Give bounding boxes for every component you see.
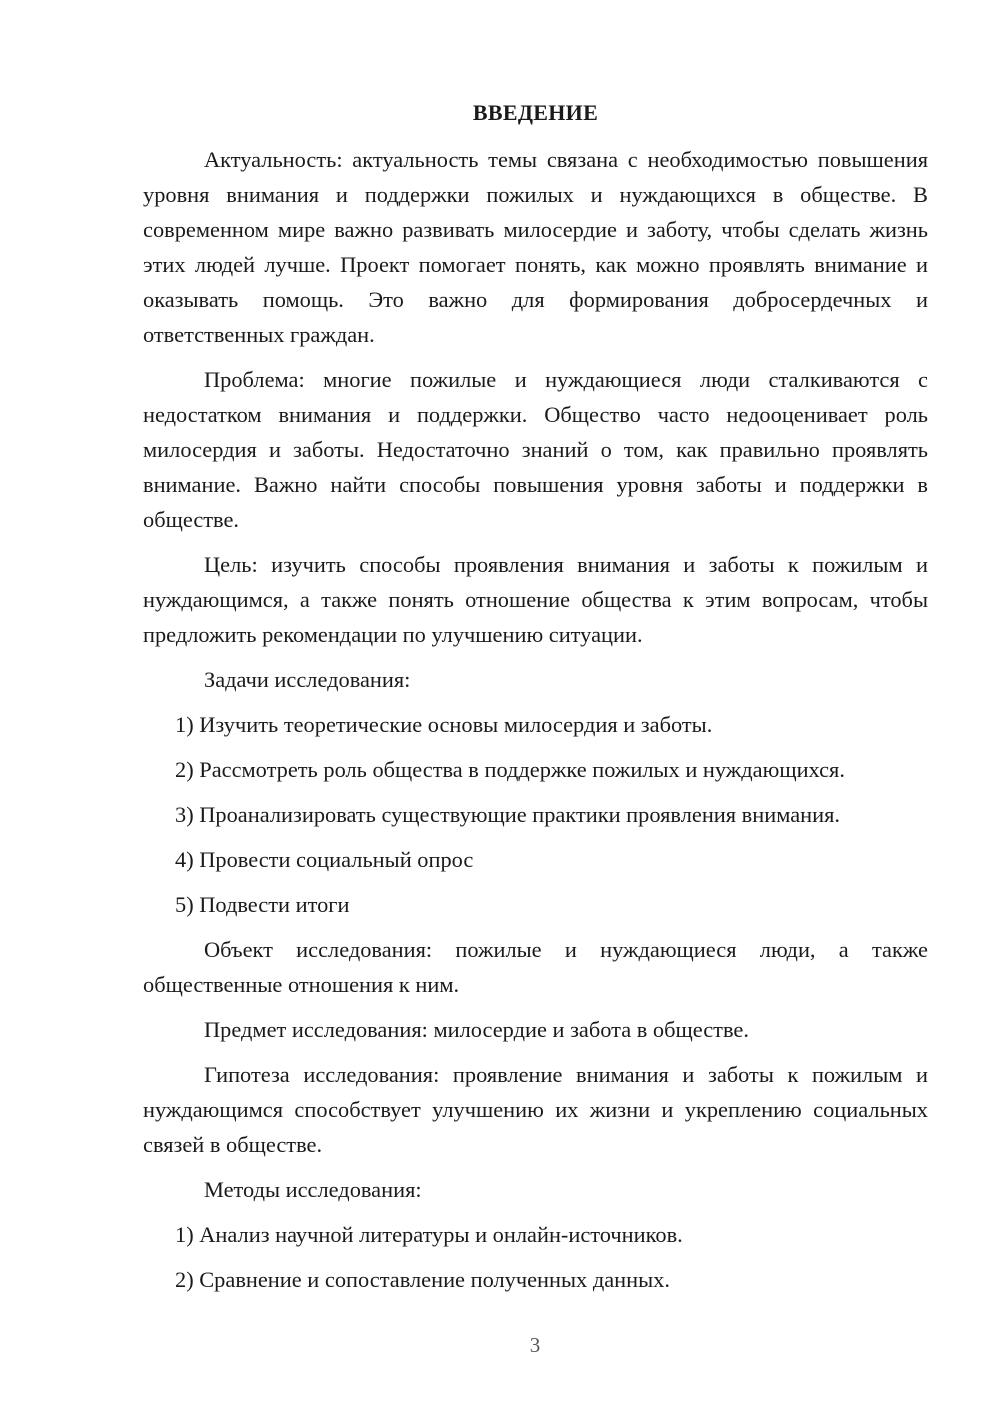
list-item: 1) Анализ научной литературы и онлайн-источников. (175, 1222, 683, 1247)
tasks-list (143, 707, 928, 922)
object-paragraph: Объект исследования: пожилые и нуждающиеся люди, а также общественные отношения к ним. (143, 937, 928, 997)
hypothesis-paragraph: Гипотеза исследования: проявление внимания и заботы к пожилым и нуждающимся способствует улучшению их жизни и укреплению социальных связей в обществе. (143, 1062, 928, 1157)
list-item: 5) Подвести итоги (175, 892, 350, 917)
list-item: 2) Рассмотреть роль общества в поддержке пожилых и нуждающихся. (175, 757, 845, 782)
relevance-paragraph: Актуальность: актуальность темы связана с необходимостью повышения уровня внимания и поддержки пожилых и нуждающихся в обществе. В современном мире важно развивать милосердие и заботу, чтобы сделать жизнь этих людей лучше. Проект помогает понять, как можно проявлять внимание и оказывать помощь. Это важно для формирования добросердечных и ответственных граждан. (143, 147, 928, 347)
page-number: 3 (529, 1333, 541, 1357)
tasks-heading: Задачи исследования: (204, 667, 411, 692)
methods-list (143, 1217, 928, 1297)
page-title: ВВЕДЕНИЕ (472, 100, 599, 125)
list-item: 1) Изучить теоретические основы милосердия и заботы. (175, 712, 713, 737)
list-item: 2) Сравнение и сопоставление полученных данных. (175, 1267, 670, 1292)
subject-paragraph: Предмет исследования: милосердие и забота в обществе. (204, 1017, 749, 1042)
list-item: 3) Проанализировать существующие практики проявления внимания. (175, 802, 841, 827)
goal-paragraph: Цель: изучить способы проявления внимания и заботы к пожилым и нуждающимся, а также понять отношение общества к этим вопросам, чтобы предложить рекомендации по улучшению ситуации. (143, 552, 928, 647)
page-content (143, 95, 928, 1307)
problem-paragraph: Проблема: многие пожилые и нуждающиеся люди сталкиваются с недостатком внимания и поддержки. Общество часто недооценивает роль милосердия и заботы. Недостаточно знаний о том, как правильно проявлять внимание. Важно найти способы повышения уровня заботы и поддержки в обществе. (143, 367, 928, 532)
list-item: 4) Провести социальный опрос (175, 847, 474, 872)
methods-heading: Методы исследования: (204, 1177, 422, 1202)
